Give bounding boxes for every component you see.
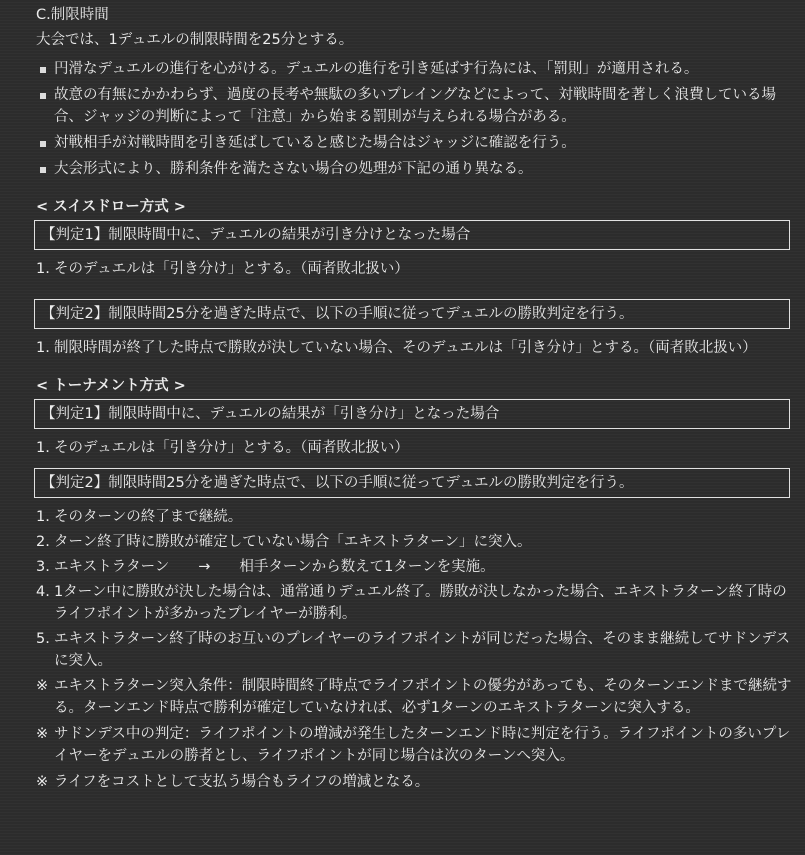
step-item bbox=[36, 337, 792, 359]
swiss-judge1-steps bbox=[36, 258, 792, 280]
square-bullet-icon bbox=[40, 141, 46, 147]
bullet-item bbox=[36, 158, 792, 180]
rules-bullet-list bbox=[36, 58, 792, 180]
step-number: 2. bbox=[36, 534, 50, 550]
step-text: 制限時間が終了した時点で勝敗が決していない場合、そのデュエルは「引き分け」とする。（両者敗北扱い） bbox=[54, 340, 757, 356]
note-text: サドンデス中の判定：ライフポイントの増減が発生したターンエンド時に判定を行う。ライフポイントの多いプレイヤーをデュエルの勝者とし、ライフポイントが同じ場合は次のターンへ突入。 bbox=[54, 726, 791, 764]
step-item bbox=[36, 506, 792, 528]
step-text: 1ターン中に勝敗が決した場合は、通常通りデュエル終了。勝敗が決しなかった場合、エキストラターン終了時のライフポイントが多かったプレイヤーが勝利。 bbox=[54, 584, 787, 622]
step-text: ターン終了時に勝敗が確定していない場合「エキストラターン」に突入。 bbox=[54, 534, 532, 550]
tournament-judge1-box: 【判定1】制限時間中に、デュエルの結果が「引き分け」となった場合 bbox=[34, 399, 790, 429]
bullet-item bbox=[36, 84, 792, 128]
step-text: そのデュエルは「引き分け」とする。（両者敗北扱い） bbox=[54, 261, 409, 277]
section-title: C.制限時間 bbox=[36, 7, 109, 23]
step-item bbox=[36, 258, 792, 280]
bullet-text: 故意の有無にかかわらず、過度の長考や無駄の多いプレイングなどによって、対戦時間を著しく浪費している場合、ジャッジの判断によって「注意」から始まる罰則が与えられる場合がある。 bbox=[54, 87, 776, 125]
note-item bbox=[36, 771, 792, 793]
tournament-notes bbox=[36, 675, 792, 793]
bullet-item bbox=[36, 132, 792, 154]
step-number: 4. bbox=[36, 584, 50, 600]
intro-text: 大会では、1デュエルの制限時間を25分とする。 bbox=[36, 32, 354, 48]
bullet-text: 円滑なデュエルの進行を心がける。デュエルの進行を引き延ばす行為には、「罰則」が適用される。 bbox=[54, 61, 699, 77]
step-item bbox=[36, 531, 792, 553]
time-limit-section bbox=[36, 4, 792, 797]
tournament-heading: < トーナメント方式 > bbox=[36, 378, 186, 394]
step-number: 1. bbox=[36, 261, 50, 277]
step-number: 1. bbox=[36, 509, 50, 525]
swiss-judge1-box: 【判定1】制限時間中に、デュエルの結果が引き分けとなった場合 bbox=[34, 220, 790, 250]
swiss-draw-heading: < スイスドロー方式 > bbox=[36, 199, 186, 215]
tournament-judge1-steps bbox=[36, 437, 792, 459]
bullet-text: 対戦相手が対戦時間を引き延ばしていると感じた場合はジャッジに確認を行う。 bbox=[54, 135, 576, 151]
square-bullet-icon bbox=[40, 93, 46, 99]
note-item bbox=[36, 723, 792, 767]
step-item bbox=[36, 437, 792, 459]
step-text: エキストラターン → 相手ターンから数えて1ターンを実施。 bbox=[54, 559, 495, 575]
tournament-judge2-steps bbox=[36, 506, 792, 672]
step-text: そのデュエルは「引き分け」とする。（両者敗北扱い） bbox=[54, 440, 409, 456]
step-number: 1. bbox=[36, 340, 50, 356]
step-number: 5. bbox=[36, 631, 50, 647]
step-item bbox=[36, 581, 792, 625]
step-item bbox=[36, 628, 792, 672]
note-item bbox=[36, 675, 792, 719]
note-mark: ※ bbox=[36, 726, 49, 742]
note-mark: ※ bbox=[36, 774, 49, 790]
square-bullet-icon bbox=[40, 167, 46, 173]
step-item bbox=[36, 556, 792, 578]
step-number: 1. bbox=[36, 440, 50, 456]
bullet-text: 大会形式により、勝利条件を満たさない場合の処理が下記の通り異なる。 bbox=[54, 161, 533, 177]
swiss-judge2-box: 【判定2】制限時間25分を過ぎた時点で、以下の手順に従ってデュエルの勝敗判定を行う。 bbox=[34, 299, 790, 329]
note-mark: ※ bbox=[36, 678, 49, 694]
note-text: エキストラターン突入条件：制限時間終了時点でライフポイントの優劣があっても、そのターンエンドまで継続する。ターンエンド時点で勝利が確定していなければ、必ず1ターンのエキストラターンに突入する。 bbox=[54, 678, 792, 716]
step-number: 3. bbox=[36, 559, 50, 575]
step-text: エキストラターン終了時のお互いのプレイヤーのライフポイントが同じだった場合、そのまま継続してサドンデスに突入。 bbox=[54, 631, 791, 669]
swiss-judge2-steps bbox=[36, 337, 792, 359]
note-text: ライフをコストとして支払う場合もライフの増減となる。 bbox=[54, 774, 430, 790]
bullet-item bbox=[36, 58, 792, 80]
tournament-judge2-box: 【判定2】制限時間25分を過ぎた時点で、以下の手順に従ってデュエルの勝敗判定を行う。 bbox=[34, 468, 790, 498]
step-text: そのターンの終了まで継続。 bbox=[54, 509, 243, 525]
square-bullet-icon bbox=[40, 67, 46, 73]
